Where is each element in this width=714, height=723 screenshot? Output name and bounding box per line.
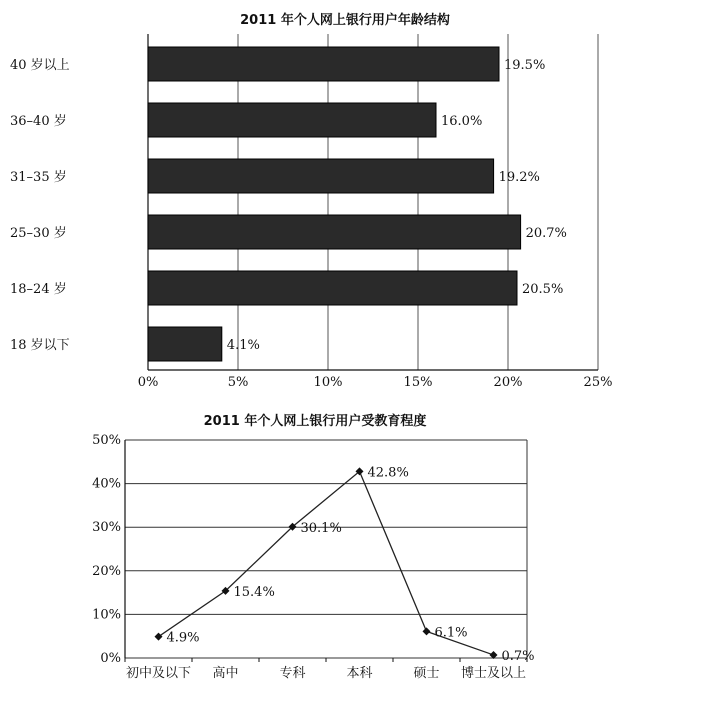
line-chart-value-label: 0.7% <box>501 648 535 664</box>
bar-chart-x-tick-label: 15% <box>403 375 433 390</box>
line-chart-y-tick-label: 0% <box>100 651 121 666</box>
line-chart-value-label: 6.1% <box>434 625 468 641</box>
bar-chart-value-label: 16.0% <box>441 114 483 129</box>
bar-chart-value-label: 20.5% <box>522 282 564 297</box>
bar-chart-x-tick-label: 10% <box>313 375 343 390</box>
bar-chart-value-label: 19.5% <box>504 58 546 73</box>
line-chart-value-label: 4.9% <box>166 630 200 646</box>
bar-chart-value-label: 20.7% <box>525 226 567 241</box>
bar-chart-value-label: 19.2% <box>498 170 540 185</box>
education-line-chart <box>92 413 534 681</box>
line-chart-y-tick-label: 20% <box>92 563 121 579</box>
bar-chart-bar <box>148 327 222 361</box>
line-chart-y-tick-label: 40% <box>92 476 121 492</box>
bar-chart-category-label: 31–35 岁 <box>10 170 67 185</box>
bar-chart-title: 2011 年个人网上银行用户年龄结构 <box>240 13 450 28</box>
line-chart-y-tick-label: 30% <box>92 520 121 536</box>
bar-chart-value-label: 4.1% <box>226 338 260 353</box>
bar-chart-bar <box>148 215 521 249</box>
line-chart-category-label: 博士及以上 <box>460 666 527 681</box>
line-chart-title: 2011 年个人网上银行用户受教育程度 <box>203 414 427 429</box>
age-structure-bar-chart <box>10 12 612 390</box>
line-chart-y-tick-label: 10% <box>92 607 121 623</box>
bar-chart-category-label: 18–24 岁 <box>10 282 67 297</box>
bar-chart-x-tick-label: 5% <box>227 375 249 390</box>
line-chart-point <box>423 627 431 635</box>
line-chart-category-label: 硕士 <box>413 666 440 681</box>
bar-chart-x-tick-label: 0% <box>137 375 159 390</box>
line-chart-category-label: 专科 <box>279 666 306 681</box>
line-chart-value-label: 42.8% <box>367 465 409 481</box>
bar-chart-bar <box>148 103 436 137</box>
line-chart-point <box>155 633 163 641</box>
bar-chart-x-tick-label: 20% <box>493 375 523 390</box>
bar-chart-x-tick-label: 25% <box>583 375 613 390</box>
line-chart-y-tick-label: 50% <box>92 433 121 448</box>
bar-chart-category-label: 25–30 岁 <box>10 226 67 241</box>
line-chart-category-label: 高中 <box>212 666 239 681</box>
line-chart-category-label: 本科 <box>346 666 373 681</box>
bar-chart-bar <box>148 159 494 193</box>
bar-chart-category-label: 18 岁以下 <box>10 338 70 353</box>
line-chart-value-label: 15.4% <box>233 584 275 600</box>
bar-chart-bar <box>148 47 499 81</box>
line-chart-category-label: 初中及以下 <box>125 666 192 681</box>
bar-chart-category-label: 36–40 岁 <box>10 114 67 129</box>
line-chart-value-label: 30.1% <box>300 520 342 536</box>
bar-chart-category-label: 40 岁以上 <box>10 58 70 73</box>
bar-chart-bar <box>148 271 517 305</box>
